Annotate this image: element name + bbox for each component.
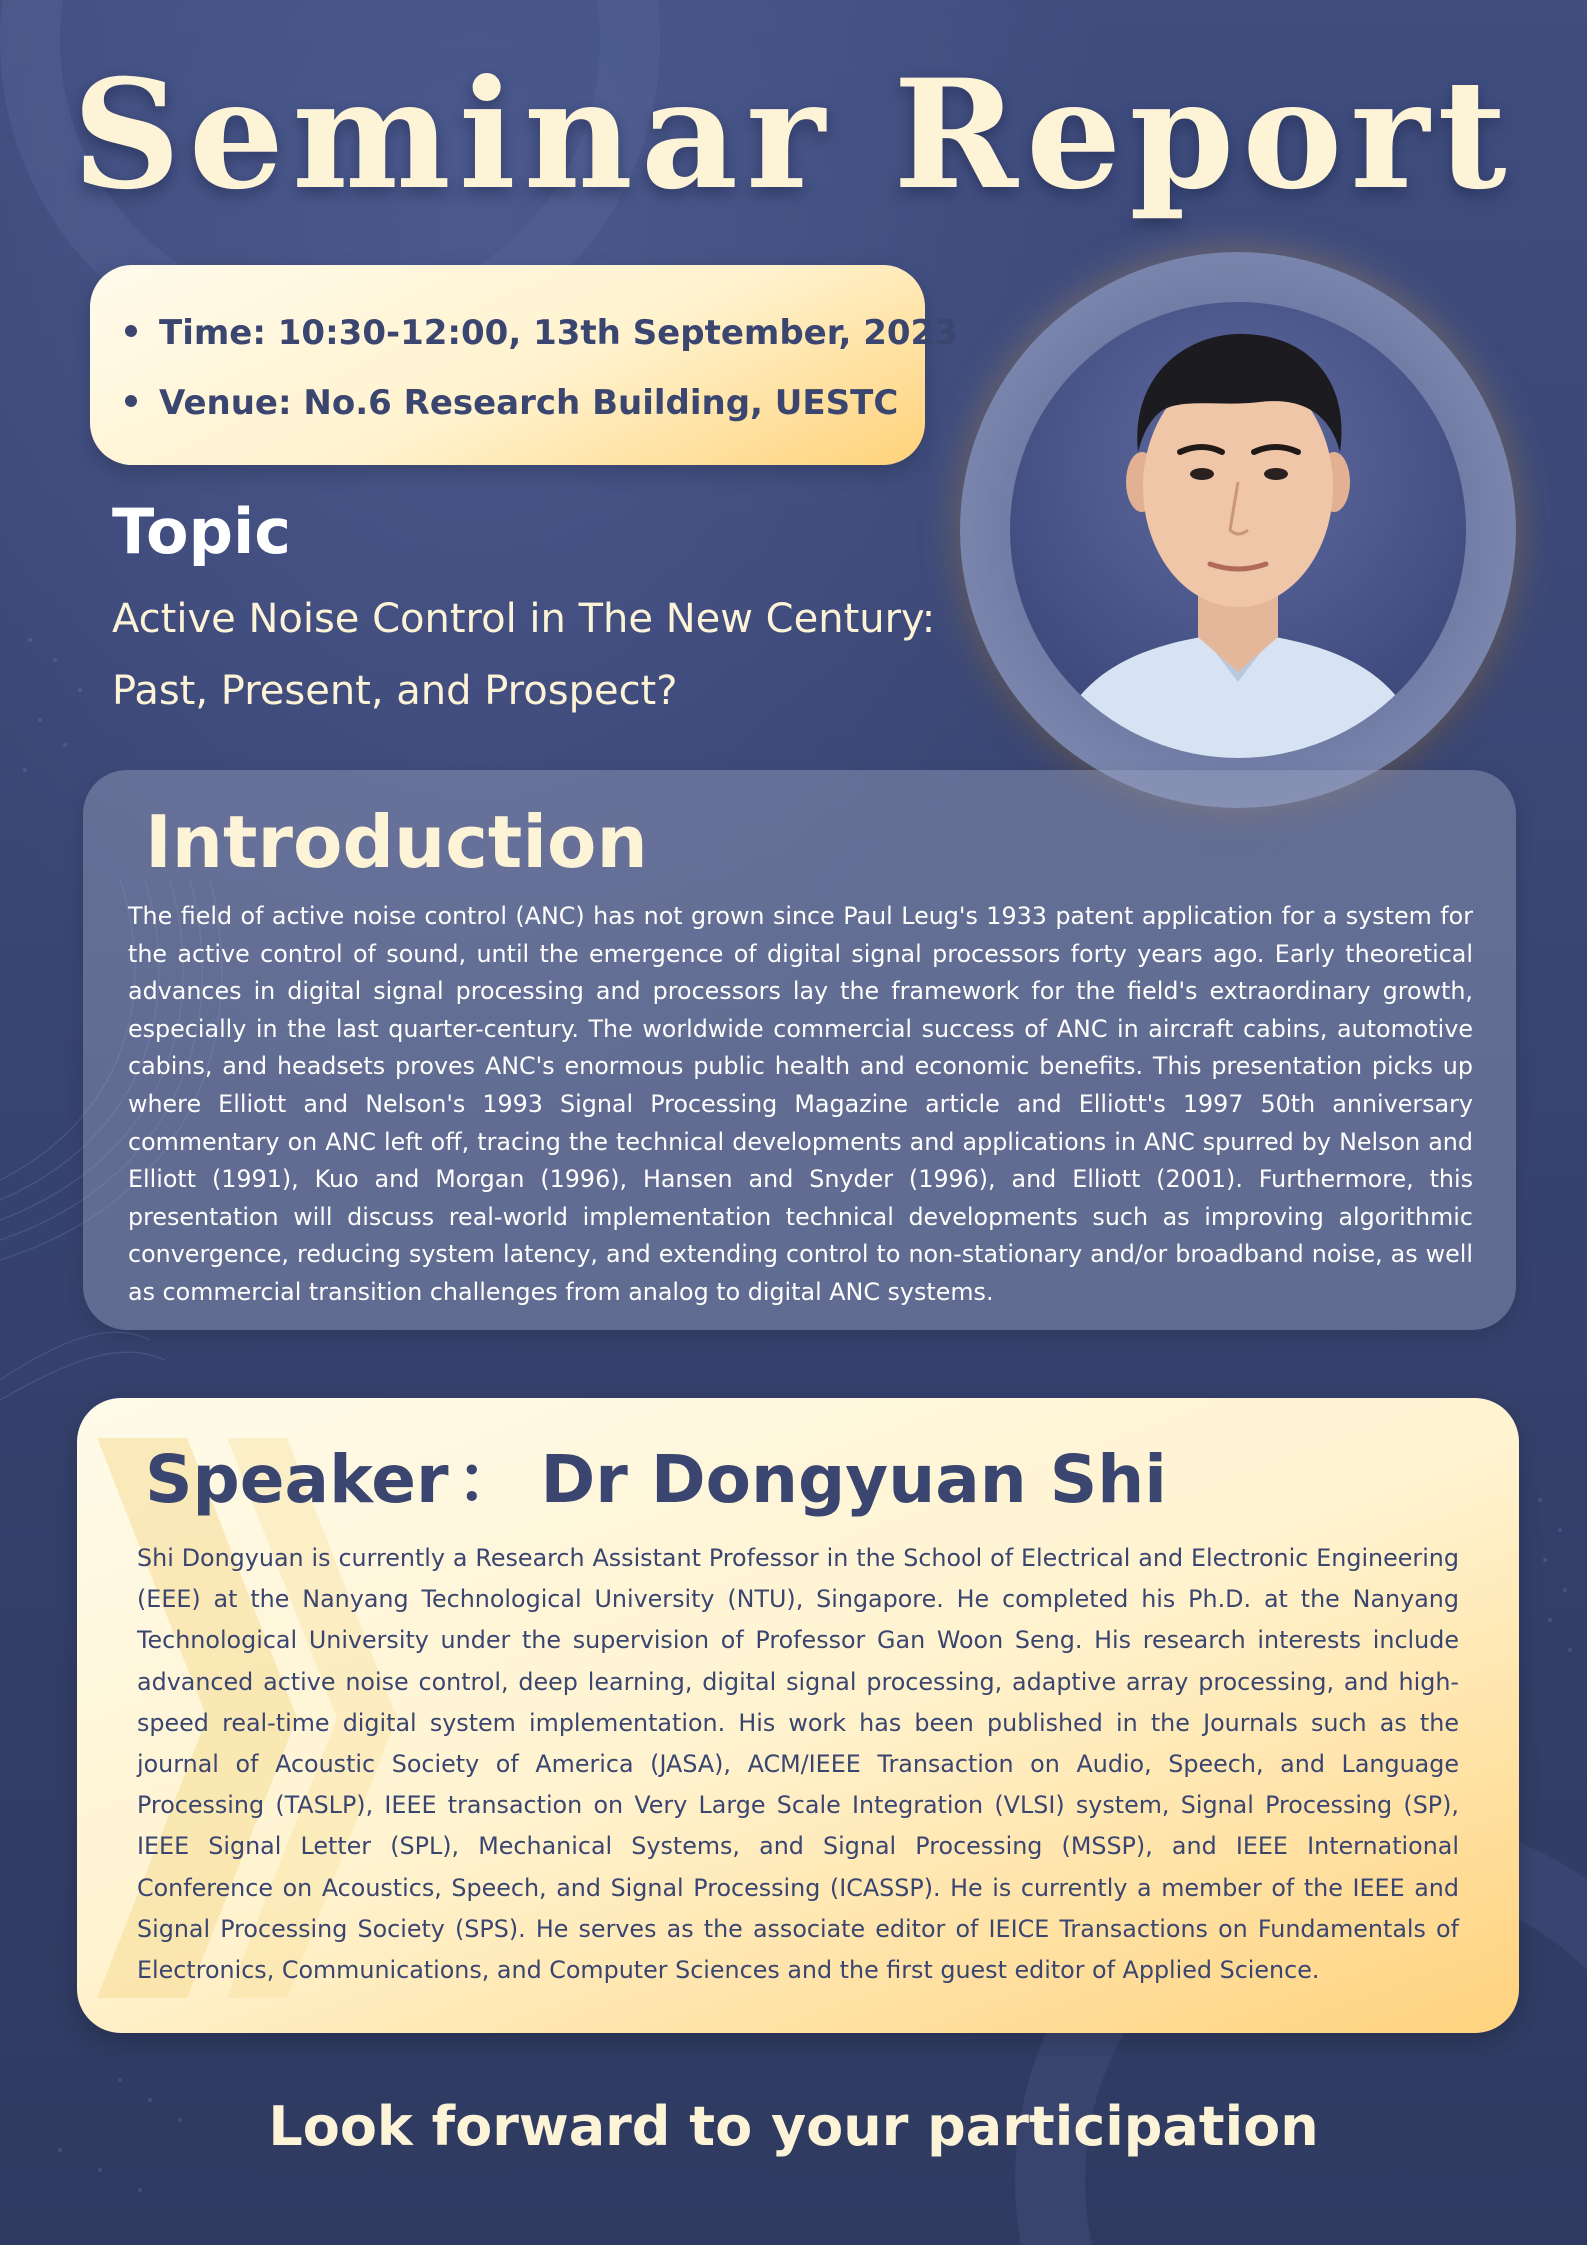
speaker-separator: ：: [456, 1441, 523, 1518]
bullet-dot-icon: [125, 325, 137, 337]
footer-tagline: Look forward to your participation: [268, 2095, 1319, 2158]
speaker-heading: [145, 1426, 1167, 1521]
portrait-frame: [960, 252, 1516, 808]
topic-line-2: Past, Present, and Prospect?: [112, 668, 678, 714]
time-text: Time: 10:30-12:00, 13th September, 2023: [159, 313, 958, 353]
speaker-card: [77, 1398, 1519, 2033]
speaker-label: Speaker: [145, 1441, 449, 1518]
introduction-card: [83, 770, 1516, 1330]
topic-heading: Topic: [112, 495, 292, 568]
speaker-bio: Shi Dongyuan is currently a Research Assistant Professor in the School of Electrical and Electronic Engineering (EEE) at the Nanyang Technological University (NTU), Singapore. He completed his Ph.D. at the Nanyang Technological University under the supervision of Professor Gan Woon Seng. His research interests include advanced active noise control, deep learning, digital signal processing, adaptive array processing, and high-speed real-time digital system implementation. His work has been published in the Journals such as the journal of Acoustic Society of America (JASA), ACM/IEEE Transaction on Audio, Speech, and Language Processing (TASLP), IEEE transaction on Very Large Scale Integration (VLSI) system, Signal Processing (SP), IEEE Signal Letter (SPL), Mechanical Systems, and Signal Processing (MSSP), and IEEE International Conference on Acoustics, Speech, and Signal Processing (ICASSP). He is currently a member of the IEEE and Signal Processing Society (SPS). He serves as the associate editor of IEICE Transactions on Fundamentals of Electronics, Communications, and Computer Sciences and the first guest editor of Applied Science.: [137, 1544, 1459, 1985]
speaker-name: Dr Dongyuan Shi: [540, 1441, 1167, 1518]
speaker-portrait: [1010, 302, 1466, 758]
time-item: [125, 313, 958, 353]
venue-item: [125, 383, 898, 423]
venue-text: Venue: No.6 Research Building, UESTC: [159, 383, 899, 423]
introduction-body: The field of active noise control (ANC) has not grown since Paul Leug's 1933 patent application for a system for the active control of sound, until the emergence of digital signal processors forty years ago. Early theoretical advances in digital signal processing and processors lay the framework for the field's extraordinary growth, especially in the last quarter-century. The worldwide commercial success of ANC in aircraft cabins, automotive cabins, and headsets proves ANC's enormous public health and economic benefits. This presentation picks up where Elliott and Nelson's 1993 Signal Processing Magazine article and Elliott's 1997 50th anniversary commentary on ANC left off, tracing the technical developments and applications in ANC spurred by Nelson and Elliott (1991), Kuo and Morgan (1996), Hansen and Snyder (1996), and Elliott (2001). Furthermore, this presentation will discuss real-world implementation technical developments such as improving algorithmic convergence, reducing system latency, and extending control to non-stationary and/or broadband noise, as well as commercial transition challenges from analog to digital ANC systems.: [128, 902, 1473, 1306]
info-card: [90, 265, 958, 465]
page-title: Seminar Report: [72, 47, 1515, 223]
topic-line-1: Active Noise Control in The New Century:: [112, 596, 936, 642]
bullet-dot-icon: [125, 395, 137, 407]
introduction-heading: Introduction: [145, 800, 648, 884]
